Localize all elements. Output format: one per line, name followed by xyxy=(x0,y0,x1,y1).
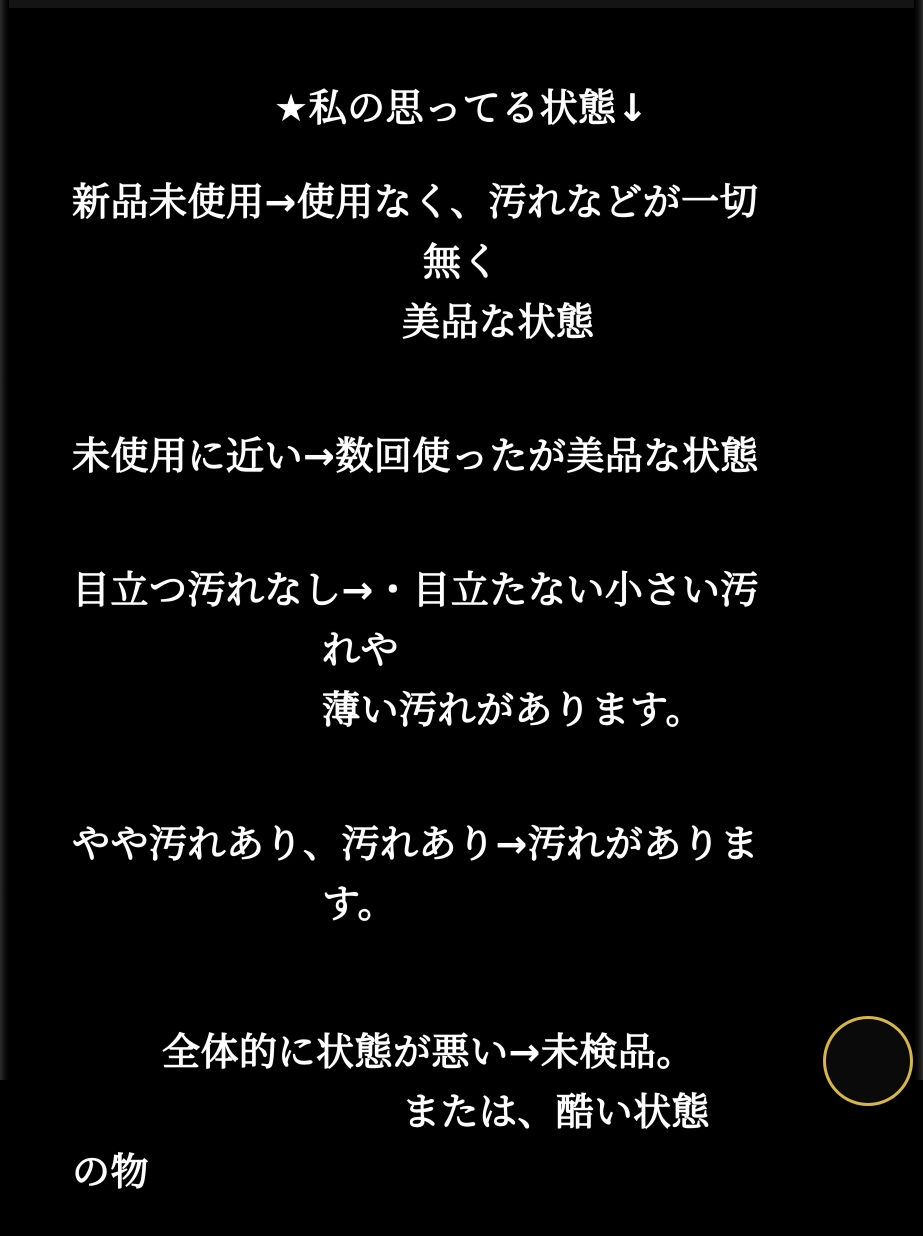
section-gap xyxy=(72,968,851,1022)
text-line: 未使用に近い→数回使ったが美品な状態 xyxy=(72,434,759,479)
section-near-unused xyxy=(72,426,851,486)
section-gap xyxy=(72,520,851,560)
text-line: れや xyxy=(322,628,400,673)
section-new-unused xyxy=(72,172,851,352)
bottom-right-circle-badge xyxy=(823,1016,913,1106)
section-bad-condition xyxy=(72,1022,851,1202)
document-body xyxy=(0,78,923,1236)
section-gap xyxy=(72,774,851,814)
top-edge-strip xyxy=(0,0,923,8)
text-line: 新品未使用→使用なく、汚れなどが一切 xyxy=(72,180,759,225)
text-line: 全体的に状態が悪い→未検品。 xyxy=(162,1030,695,1075)
section-gap xyxy=(72,386,851,426)
section-no-visible-stains xyxy=(72,560,851,740)
text-line: または、酷い状態 xyxy=(402,1090,711,1135)
text-line: 薄い汚れがあります。 xyxy=(322,688,704,733)
section-title xyxy=(72,78,851,138)
text-line: 目立つ汚れなし→・目立たない小さい汚 xyxy=(72,568,759,613)
text-line: す。 xyxy=(322,882,396,927)
text-line: の物 xyxy=(72,1150,150,1195)
section-some-stains xyxy=(72,814,851,934)
text-line: やや汚れあり、汚れあり→汚れがありま xyxy=(72,822,759,867)
text-line: 美品な状態 xyxy=(402,300,595,345)
title-line: ★私の思ってる状態↓ xyxy=(274,86,649,130)
text-line: 無く xyxy=(422,240,500,285)
